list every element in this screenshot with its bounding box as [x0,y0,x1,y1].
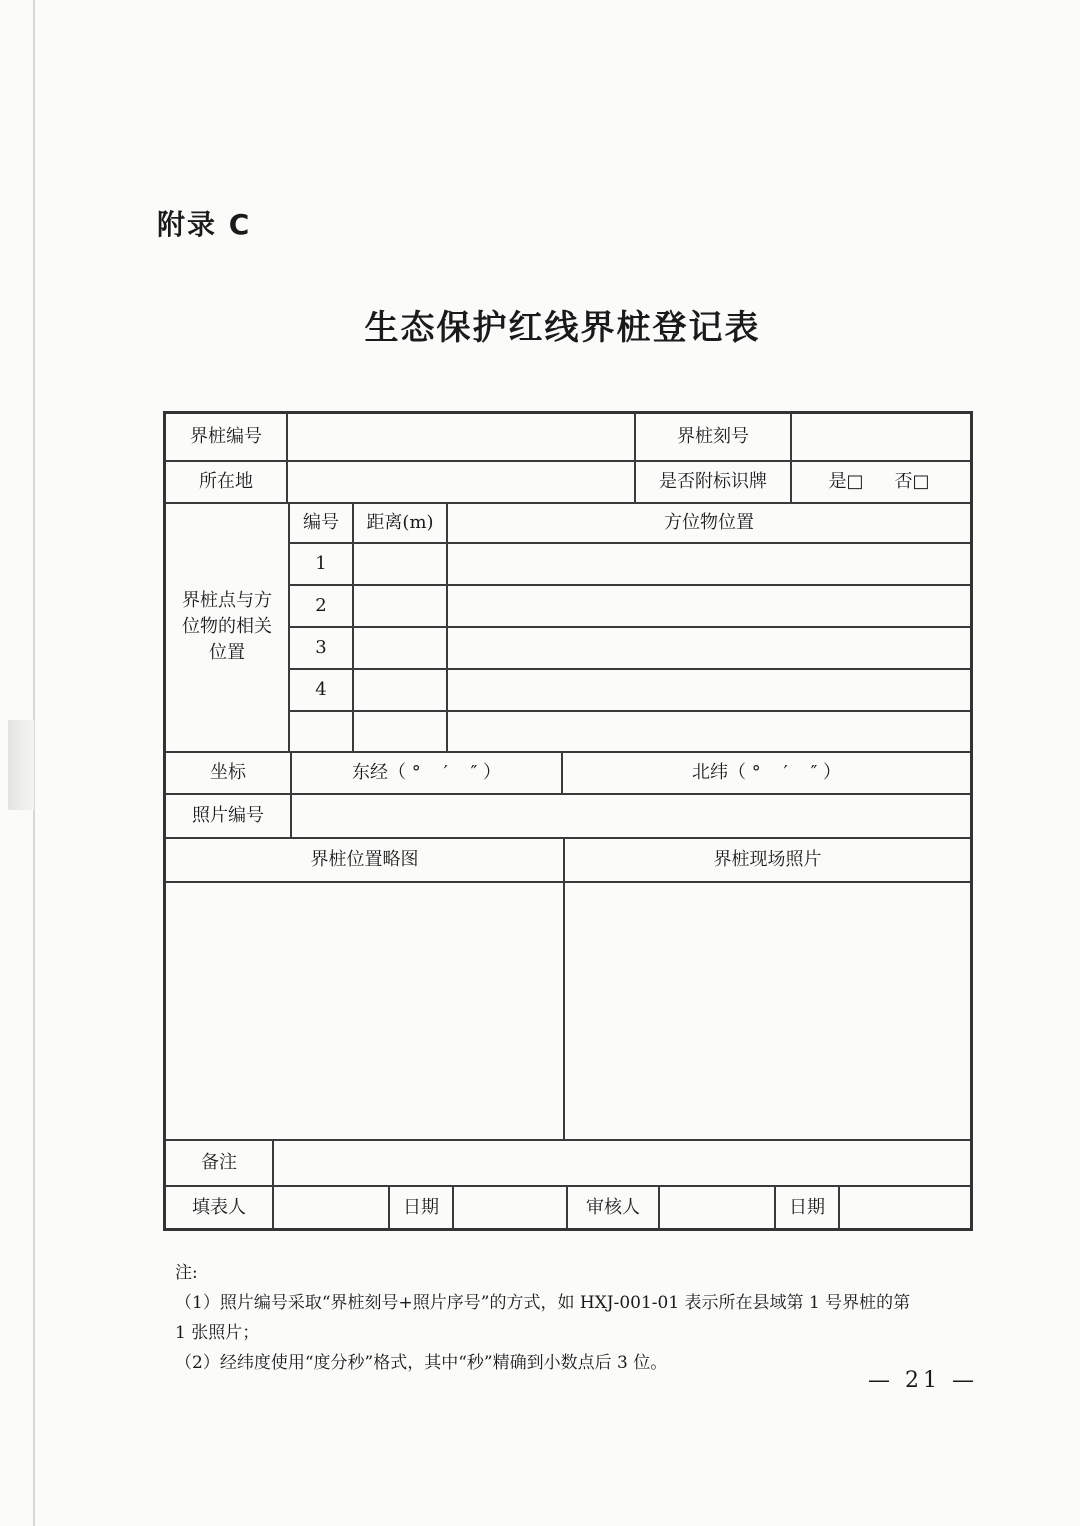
row-number: 4 [315,679,327,700]
document-title: 生态保护红线界桩登记表 [364,308,761,348]
note-line: （1）照片编号采取“界桩刻号+照片序号”的方式，如 HXJ-001-01 表示所在县域第 1 号界桩的第 [175,1293,911,1313]
remarks-label: 备注 [201,1152,237,1173]
date-label-1: 日期 [403,1196,439,1218]
reviewer-field[interactable] [660,1187,774,1228]
filled-by-label: 填表人 [192,1196,246,1218]
pile-engraving-field[interactable] [792,414,970,460]
page-number: — 21 — [868,1368,978,1393]
pile-engraving-label: 界桩刻号 [677,426,749,447]
coordinate-label: 坐标 [210,762,246,783]
pile-number-label: 界桩编号 [190,426,262,447]
sketch-header: 界桩位置略图 [310,849,419,870]
row-number: 1 [315,553,327,574]
date-field-2[interactable] [840,1187,970,1228]
scan-shadow [8,720,34,810]
remarks-field[interactable] [274,1141,970,1185]
notes-heading: 注: [175,1263,198,1283]
photo-number-field[interactable] [292,795,970,837]
col-distance-header: 距离(m) [366,512,434,533]
photo-area[interactable] [565,883,970,1139]
north-latitude-field[interactable]: 北纬（ ° ′ ″ ） [691,762,842,783]
pile-number-field[interactable] [288,414,634,460]
location-field[interactable] [288,462,634,502]
notes-section [175,1258,985,1378]
sketch-area[interactable] [166,883,563,1139]
appendix-label: 附录 C [157,208,252,241]
filled-by-field[interactable] [274,1187,388,1228]
yes-checkbox[interactable]: 是□ [828,471,864,492]
registration-form-table [163,411,973,1231]
sign-attached-label: 是否附标识牌 [659,471,767,492]
date-label-2: 日期 [789,1196,825,1218]
photo-header: 界桩现场照片 [713,849,822,870]
location-label: 所在地 [199,471,253,492]
relative-position-label: 界桩点与方位物的相关位置 [182,589,272,663]
row-number: 2 [315,595,327,616]
note-line: （2）经纬度使用“度分秒”格式，其中“秒”精确到小数点后 3 位。 [175,1353,668,1373]
col-number-header: 编号 [303,512,339,533]
row-number: 3 [315,637,327,658]
note-line: 1 张照片； [175,1323,260,1343]
east-longitude-field[interactable]: 东经（ ° ′ ″ ） [351,762,502,783]
date-field-1[interactable] [454,1187,566,1228]
no-checkbox[interactable]: 否□ [894,471,930,492]
row-number [290,712,352,751]
col-landmark-header: 方位物位置 [664,512,754,533]
reviewer-label: 审核人 [586,1196,640,1218]
photo-number-label: 照片编号 [192,805,264,826]
